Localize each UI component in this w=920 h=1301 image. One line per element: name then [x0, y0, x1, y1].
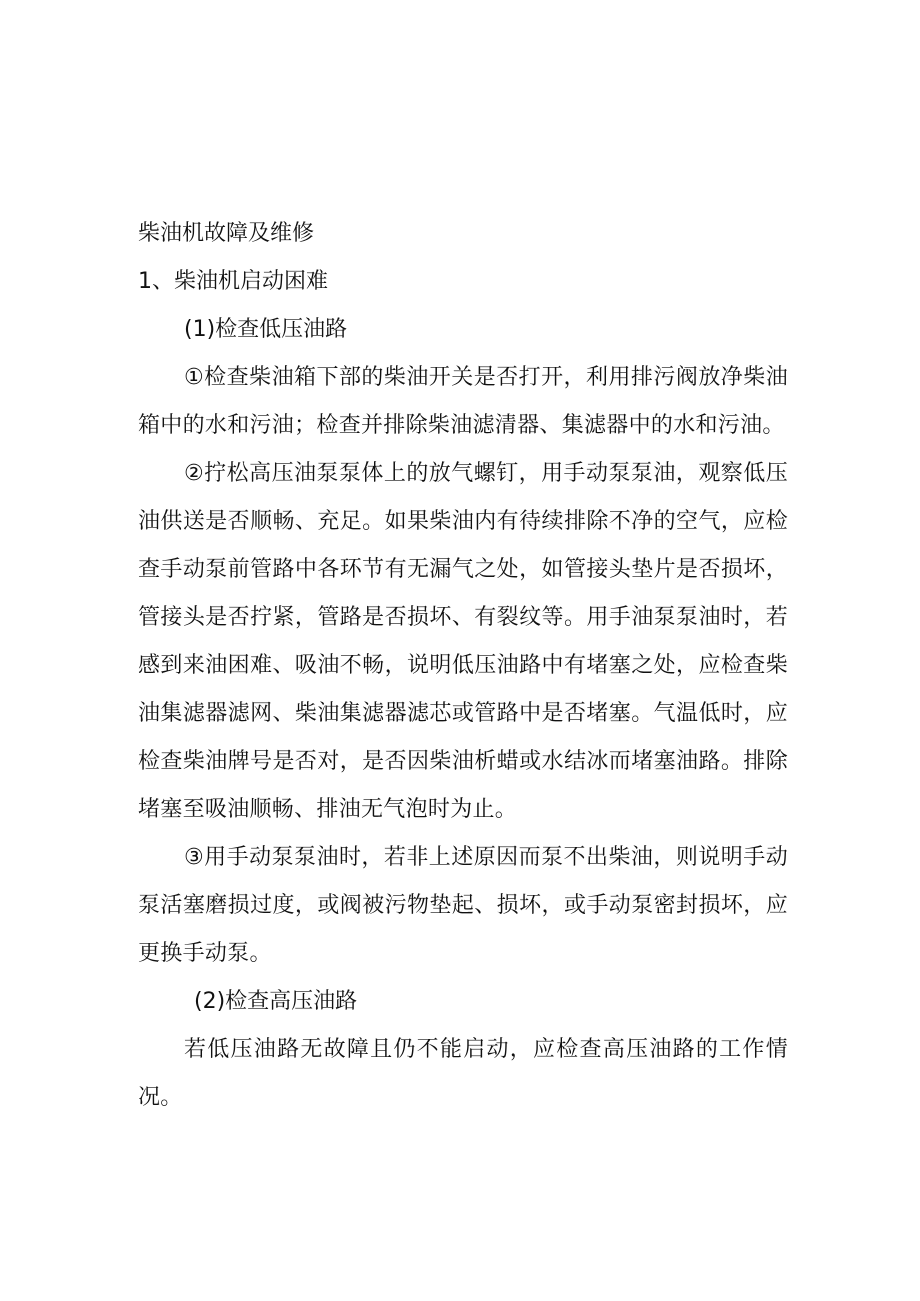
paragraph-2: ②拧松高压油泵泵体上的放气螺钉，用手动泵泵油，观察低压油供送是否顺畅、充足。如果柴油内有待续排除不净的空气，应检查手动泵前管路中各环节有无漏气之处，如管接头垫片是否损坏，管接头是否拧紧，管路是否损坏、有裂纹等。用手油泵泵油时，若感到来油困难、吸油不畅，说明低压油路中有堵塞之处，应检查柴油集滤器滤网、柴油集滤器滤芯或管路中是否堵塞。气温低时，应检查柴油牌号是否对，是否因柴油析蜡或水结冰而堵塞油路。排除堵塞至吸油顺畅、排油无气泡时为止。	[138, 461, 788, 822]
section-heading-1: 1、柴油机启动困难	[138, 269, 328, 294]
paragraph-1: ①检查柴油箱下部的柴油开关是否打开，利用排污阀放净柴油箱中的水和污油；检查并排除柴油滤清器、集滤器中的水和污油。	[138, 365, 788, 438]
paragraph-3: ③用手动泵泵油时，若非上述原因而泵不出柴油，则说明手动泵活塞磨损过度，或阀被污物垫起、损坏，或手动泵密封损坏，应更换手动泵。	[138, 845, 788, 966]
subsection-heading-low-pressure: (1)检查低压油路	[184, 317, 348, 342]
paragraph-4: 若低压油路无故障且仍不能启动，应检查高压油路的工作情况。	[138, 1037, 788, 1110]
subsection-heading-high-pressure: (2)检查高压油路	[194, 989, 358, 1014]
document-title: 柴油机故障及维修	[138, 221, 315, 246]
document-body	[138, 210, 788, 1122]
